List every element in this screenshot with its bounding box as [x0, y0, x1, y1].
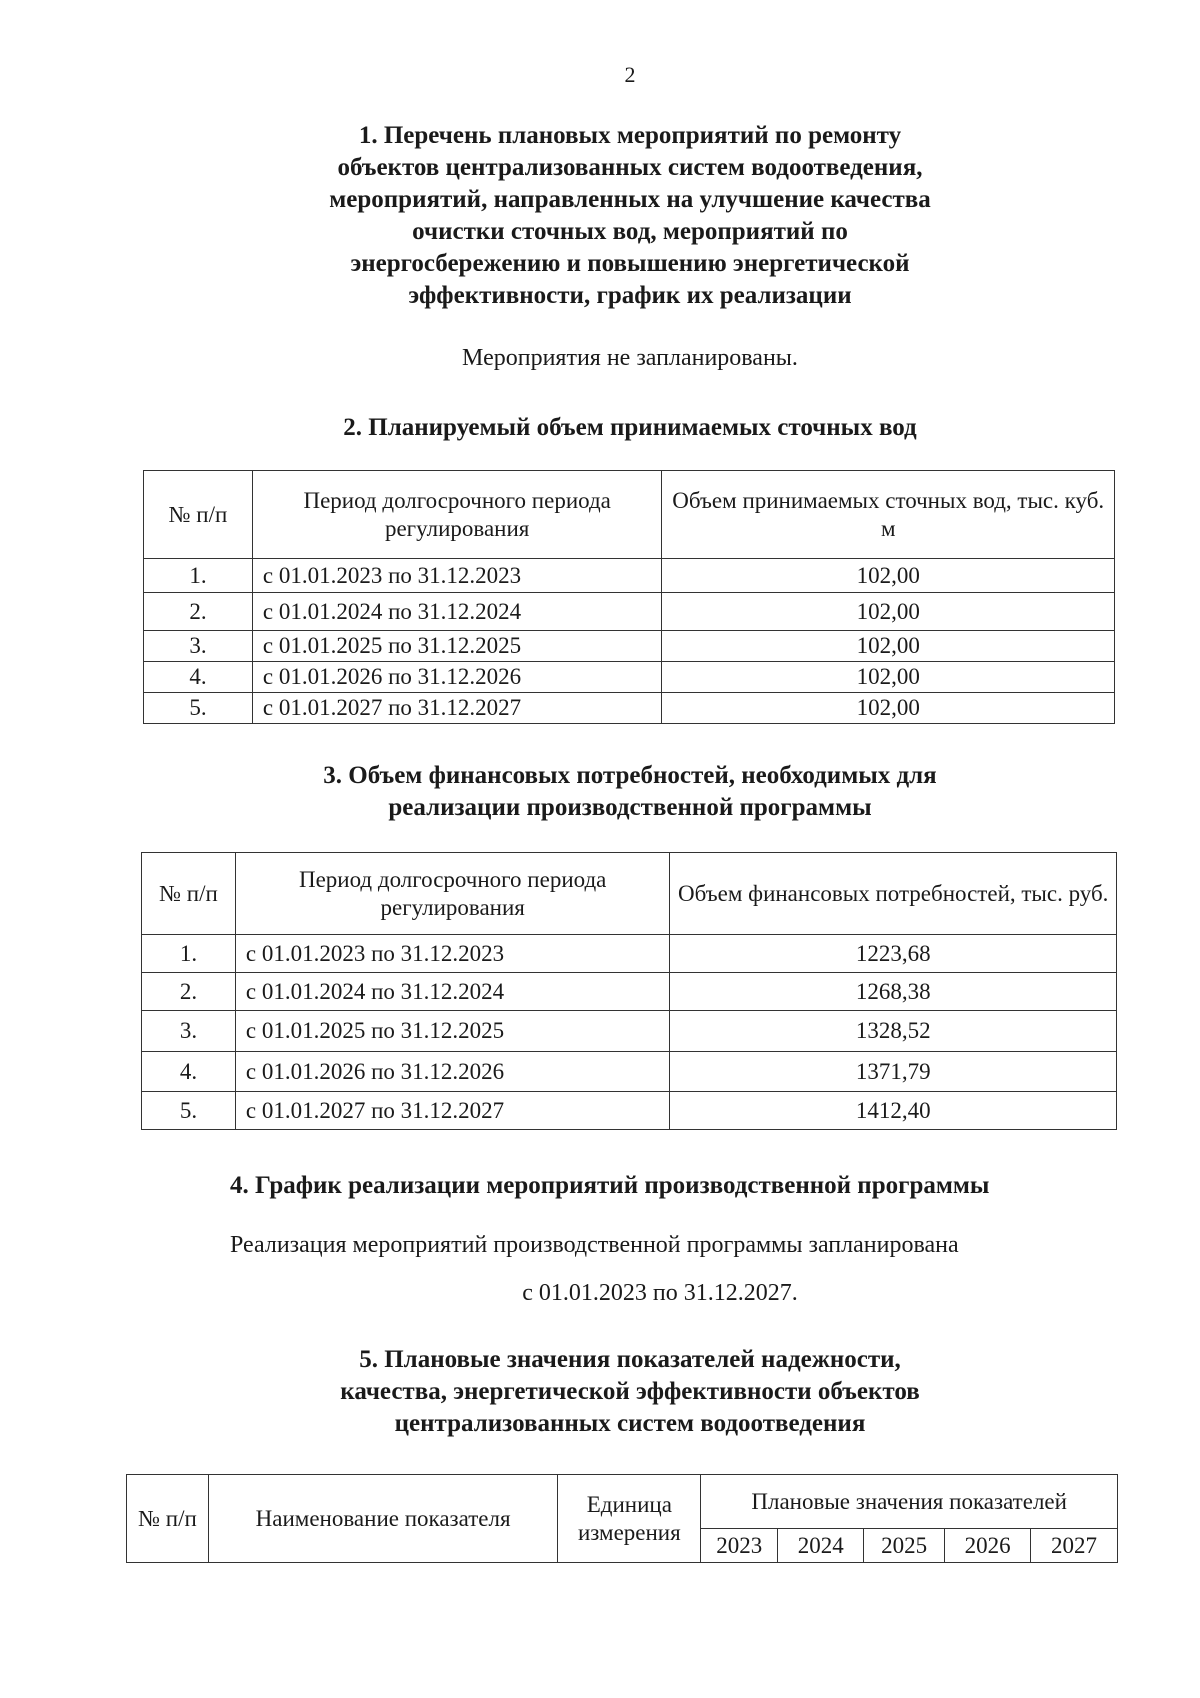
table-row — [144, 593, 1115, 631]
section1-title-line: мероприятий, направленных на улучшение качества — [329, 186, 931, 213]
row-value: 1328,52 — [670, 1011, 1117, 1052]
row-value: 1412,40 — [670, 1092, 1117, 1130]
table-row — [142, 935, 1117, 973]
section5-title-line: 5. Плановые значения показателей надежности, — [359, 1346, 901, 1373]
section1-text: Мероприятия не запланированы. — [462, 345, 798, 371]
row-period: с 01.01.2024 по 31.12.2024 — [235, 973, 670, 1011]
header-num: № п/п — [144, 471, 253, 559]
row-num: 2. — [144, 593, 253, 631]
row-num: 5. — [144, 693, 253, 724]
section1-title-line: очистки сточных вод, мероприятий по — [412, 218, 848, 245]
header-volume: Объем принимаемых сточных вод, тыс. куб. м — [662, 471, 1115, 559]
header-num: № п/п — [127, 1475, 209, 1563]
indicators-table — [126, 1474, 1118, 1563]
section5-title-line: централизованных систем водоотведения — [394, 1410, 866, 1437]
header-planned-values: Плановые значения показателей — [701, 1475, 1118, 1529]
row-period: с 01.01.2027 по 31.12.2027 — [252, 693, 662, 724]
row-num: 5. — [142, 1092, 236, 1130]
table-header-row — [127, 1475, 1118, 1529]
header-unit: Единица измерения — [558, 1475, 701, 1563]
row-value: 102,00 — [662, 593, 1115, 631]
row-value: 1223,68 — [670, 935, 1117, 973]
row-value: 102,00 — [662, 559, 1115, 593]
header-period: Период долгосрочного периода регулирования — [235, 853, 670, 935]
row-num: 1. — [142, 935, 236, 973]
table-header-row — [144, 471, 1115, 559]
header-year: 2023 — [701, 1529, 778, 1563]
section1-title-line: объектов централизованных систем водоотведения, — [337, 154, 923, 181]
header-year: 2025 — [864, 1529, 945, 1563]
row-value: 1268,38 — [670, 973, 1117, 1011]
row-num: 2. — [142, 973, 236, 1011]
table-row — [142, 1092, 1117, 1130]
header-finance: Объем финансовых потребностей, тыс. руб. — [670, 853, 1117, 935]
table-row — [142, 973, 1117, 1011]
section3-title-line: 3. Объем финансовых потребностей, необходимых для — [323, 762, 937, 789]
table-row — [144, 559, 1115, 593]
row-num: 3. — [144, 631, 253, 662]
table-row — [144, 662, 1115, 693]
header-num: № п/п — [142, 853, 236, 935]
row-value: 102,00 — [662, 662, 1115, 693]
wastewater-volume-table — [143, 470, 1115, 724]
section4-title: 4. График реализации мероприятий производственной программы — [230, 1172, 990, 1199]
row-period: с 01.01.2024 по 31.12.2024 — [252, 593, 662, 631]
table-row — [142, 1011, 1117, 1052]
row-num: 3. — [142, 1011, 236, 1052]
row-value: 1371,79 — [670, 1052, 1117, 1092]
section1-title-line: энергосбережению и повышению энергетической — [350, 250, 910, 277]
page-number: 2 — [624, 62, 636, 87]
section1-title-line: 1. Перечень плановых мероприятий по ремонту — [358, 122, 902, 149]
row-period: с 01.01.2025 по 31.12.2025 — [252, 631, 662, 662]
section1-title-line: эффективности, график их реализации — [408, 282, 852, 309]
table-row — [144, 631, 1115, 662]
header-indicator-name: Наименование показателя — [208, 1475, 558, 1563]
row-period: с 01.01.2026 по 31.12.2026 — [252, 662, 662, 693]
row-period: с 01.01.2023 по 31.12.2023 — [252, 559, 662, 593]
section4-text-line2: с 01.01.2023 по 31.12.2027. — [522, 1280, 798, 1306]
table-header-row — [142, 853, 1117, 935]
row-value: 102,00 — [662, 693, 1115, 724]
row-num: 4. — [142, 1052, 236, 1092]
section2-title: 2. Планируемый объем принимаемых сточных вод — [343, 414, 917, 441]
row-period: с 01.01.2026 по 31.12.2026 — [235, 1052, 670, 1092]
table-row — [144, 693, 1115, 724]
header-year: 2026 — [945, 1529, 1031, 1563]
section4-text-line1: Реализация мероприятий производственной программы запланирована — [230, 1232, 959, 1258]
header-year: 2024 — [778, 1529, 864, 1563]
table-row — [142, 1052, 1117, 1092]
row-num: 1. — [144, 559, 253, 593]
header-year: 2027 — [1031, 1529, 1118, 1563]
section5-title-line: качества, энергетической эффективности объектов — [340, 1378, 920, 1405]
row-period: с 01.01.2027 по 31.12.2027 — [235, 1092, 670, 1130]
row-num: 4. — [144, 662, 253, 693]
section3-title-line: реализации производственной программы — [388, 794, 872, 821]
row-value: 102,00 — [662, 631, 1115, 662]
row-period: с 01.01.2023 по 31.12.2023 — [235, 935, 670, 973]
financial-needs-table — [141, 852, 1117, 1130]
row-period: с 01.01.2025 по 31.12.2025 — [235, 1011, 670, 1052]
header-period: Период долгосрочного периода регулирования — [252, 471, 662, 559]
